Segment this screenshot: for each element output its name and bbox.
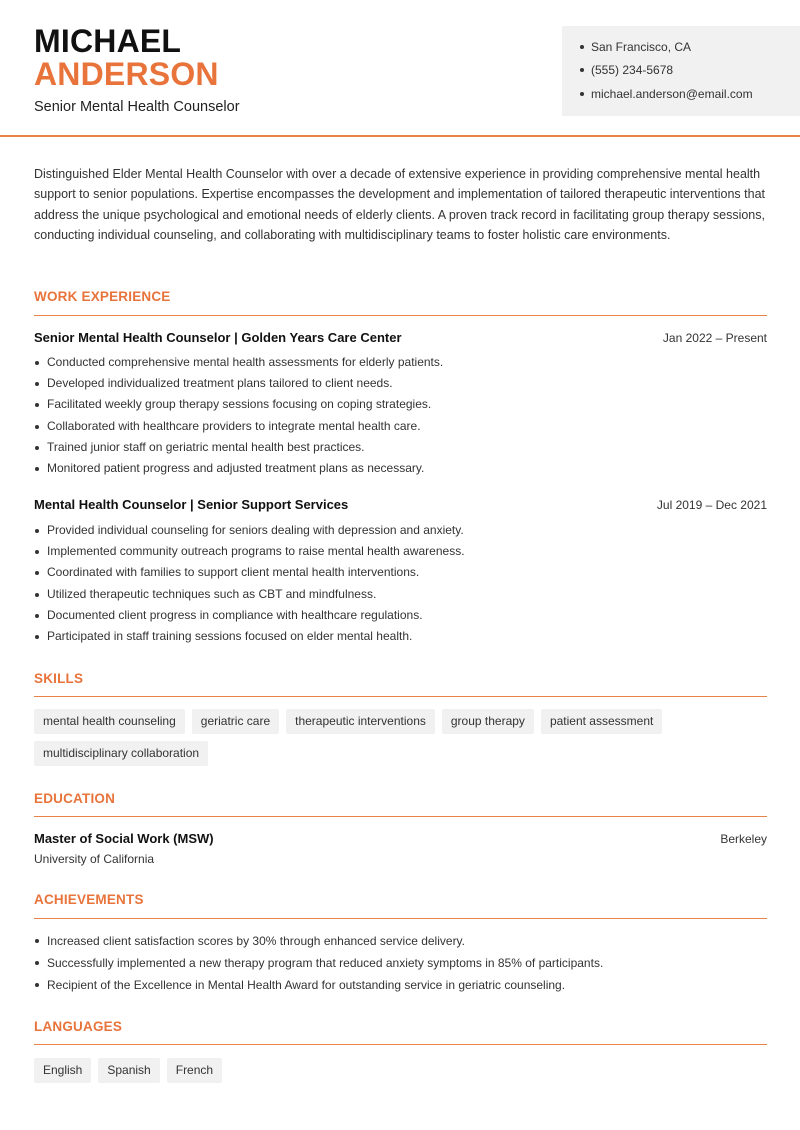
bullet-icon (580, 68, 584, 72)
list-item: Implemented community outreach programs to raise mental health awareness. (34, 541, 768, 562)
last-name: ANDERSON (34, 56, 219, 92)
list-item: Collaborated with healthcare providers to integrate mental health care. (34, 416, 768, 437)
list-item: Trained junior staff on geriatric mental health best practices. (34, 437, 768, 458)
list-item: Facilitated weekly group therapy sessions focusing on coping strategies. (34, 394, 768, 415)
contact-phone: (555) 234-5678 (580, 63, 673, 77)
summary: Distinguished Elder Mental Health Counselor with over a decade of extensive experience in providing comprehensive mental health support to senior populations. Expertise encompasses the development and implementation of tailored therapeutic interventions that address the unique psychological and emotional needs of elderly clients. A proven track record in facilitating group therapy sessions, conducting individual counseling, and collaborating with multidisciplinary teams to foster holistic care environments. (34, 167, 765, 243)
section-divider (34, 1044, 767, 1045)
list-item: Participated in staff training sessions focused on elder mental health. (34, 626, 768, 647)
resume-header (0, 0, 800, 137)
language-tag: Spanish (98, 1058, 159, 1083)
job-title: Senior Mental Health Counselor (34, 99, 240, 115)
job-dates: Jul 2019 – Dec 2021 (656, 498, 767, 512)
job-bullets (34, 520, 768, 647)
list-item: Coordinated with families to support client mental health interventions. (34, 562, 768, 583)
skill-tag: multidisciplinary collaboration (34, 741, 208, 766)
degree: Master of Social Work (MSW) (34, 831, 214, 846)
section-divider (34, 918, 767, 919)
section-title-languages: LANGUAGES (34, 1019, 123, 1034)
bullet-icon (580, 45, 584, 49)
skill-tag: group therapy (442, 709, 534, 734)
section-divider (34, 315, 767, 316)
skills-tags (34, 709, 768, 766)
section-title-work: WORK EXPERIENCE (34, 289, 171, 304)
list-item: Monitored patient progress and adjusted treatment plans as necessary. (34, 458, 768, 479)
job-dates: Jan 2022 – Present (662, 331, 767, 345)
list-item: Conducted comprehensive mental health assessments for elderly patients. (34, 352, 768, 373)
school-location: Berkeley (720, 832, 767, 846)
contact-box (562, 26, 800, 116)
job-role: Mental Health Counselor | Senior Support Services (34, 497, 349, 512)
contact-email[interactable]: michael.anderson@email.com (580, 87, 753, 101)
language-tags (34, 1058, 768, 1083)
skill-tag: geriatric care (192, 709, 279, 734)
school: University of California (34, 852, 155, 866)
achievements-list (34, 930, 768, 996)
section-divider (34, 816, 767, 817)
list-item: Utilized therapeutic techniques such as CBT and mindfulness. (34, 584, 768, 605)
list-item: Documented client progress in compliance with healthcare regulations. (34, 605, 768, 626)
skill-tag: mental health counseling (34, 709, 185, 734)
bullet-icon (580, 92, 584, 96)
first-name: MICHAEL (34, 23, 182, 59)
section-title-education: EDUCATION (34, 791, 116, 806)
language-tag: French (167, 1058, 222, 1083)
skill-tag: therapeutic interventions (286, 709, 435, 734)
skill-tag: patient assessment (541, 709, 662, 734)
language-tag: English (34, 1058, 91, 1083)
job-bullets (34, 352, 768, 479)
job-role: Senior Mental Health Counselor | Golden Years Care Center (34, 330, 402, 345)
list-item: Recipient of the Excellence in Mental Health Award for outstanding service in geriatric counseling. (34, 974, 768, 996)
list-item: Successfully implemented a new therapy program that reduced anxiety symptoms in 85% of participants. (34, 952, 768, 974)
list-item: Provided individual counseling for seniors dealing with depression and anxiety. (34, 520, 768, 541)
list-item: Developed individualized treatment plans tailored to client needs. (34, 373, 768, 394)
list-item: Increased client satisfaction scores by 30% through enhanced service delivery. (34, 930, 768, 952)
section-divider (34, 696, 767, 697)
section-title-achievements: ACHIEVEMENTS (34, 892, 144, 907)
section-title-skills: SKILLS (34, 671, 84, 686)
contact-location: San Francisco, CA (580, 40, 691, 54)
